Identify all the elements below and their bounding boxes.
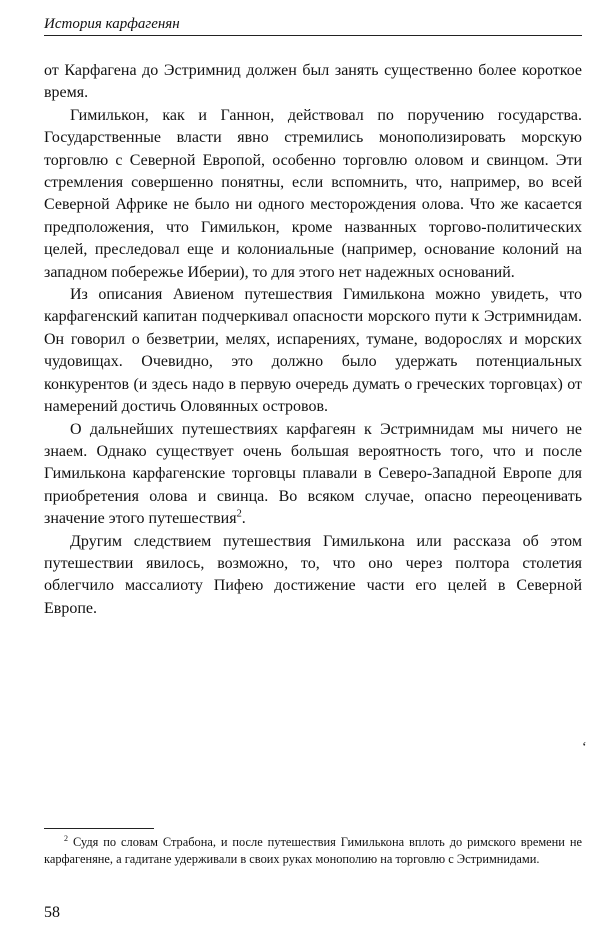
- running-head: История карфагенян: [44, 14, 582, 36]
- footnote-divider: [44, 828, 154, 829]
- footnote-text: Судя по словам Страбона, и после путешествия Гимилькона вплоть до римского времени не карфагеняне, а гадитане удерживали в своих руках монополию на торговлю с Эстримнидами.: [44, 835, 582, 866]
- page-number: 58: [44, 904, 60, 921]
- footnote-marker: 2: [64, 833, 69, 843]
- paragraph: Другим следствием путешествия Гимилькона или рассказа об этом путешествии явилось, возможно, то, что оно через полтора столетия облегчило массалиоту Пифею достижение части его целей в Северной Европе.: [44, 532, 582, 617]
- paragraph: от Карфагена до Эстримнид должен был занять существенно более короткое время.: [44, 62, 582, 102]
- paragraph: Из описания Авиеном путешествия Гимилькона можно увидеть, что карфагенский капитан подчеркивал опасности морского пути к Эстримнидам. Он говорил о безветрии, мелях, испарениях, тумане, водорослях и морских чудовищах. Очевидно, это должно было удержать потенциальных конкурентов (и здесь надо в первую очередь думать о греческих торговцах) от намерений достичь Оловянных островов.: [44, 286, 582, 416]
- paragraph-text: О дальнейших путешествиях карфагеян к Эстримнидам мы ничего не знаем. Однако существует очень большая вероятность того, что и после Гимилькона карфагенские торговцы плавали в Северо-Западной Европе для приобретения олова и свинца. Во всяком случае, опасно переоценивать значение этого путешествия: [44, 420, 582, 528]
- stray-mark: ‘: [582, 740, 587, 755]
- main-text: [44, 60, 582, 620]
- footnote-reference[interactable]: 2: [236, 508, 242, 520]
- paragraph: Гимилькон, как и Ганнон, действовал по поручению государства. Государственные власти явно стремились монополизировать морскую торговлю с Северной Европой, особенно торговлю оловом и свинцом. Эти стремления совершенно понятны, если вспомнить, что, например, во всей Северной Африке не было ни одного месторождения олова. Что же касается предположения, что Гимилькон, кроме названных торгово-политических целей, преследовал еще и колониальные (например, основание колоний на западном побережье Иберии), то для этого нет надежных оснований.: [44, 106, 582, 281]
- paragraph: О дальнейших путешествиях карфагеян к Эстримнидам мы ничего не знаем. Однако существует очень большая вероятность того, что и после Гимилькона карфагенские торговцы плавали в Северо-Западной Европе для приобретения олова и свинца. Во всяком случае, опасно переоценивать значение этого путешествия$^2$.: [44, 420, 582, 528]
- footnote: [44, 834, 582, 867]
